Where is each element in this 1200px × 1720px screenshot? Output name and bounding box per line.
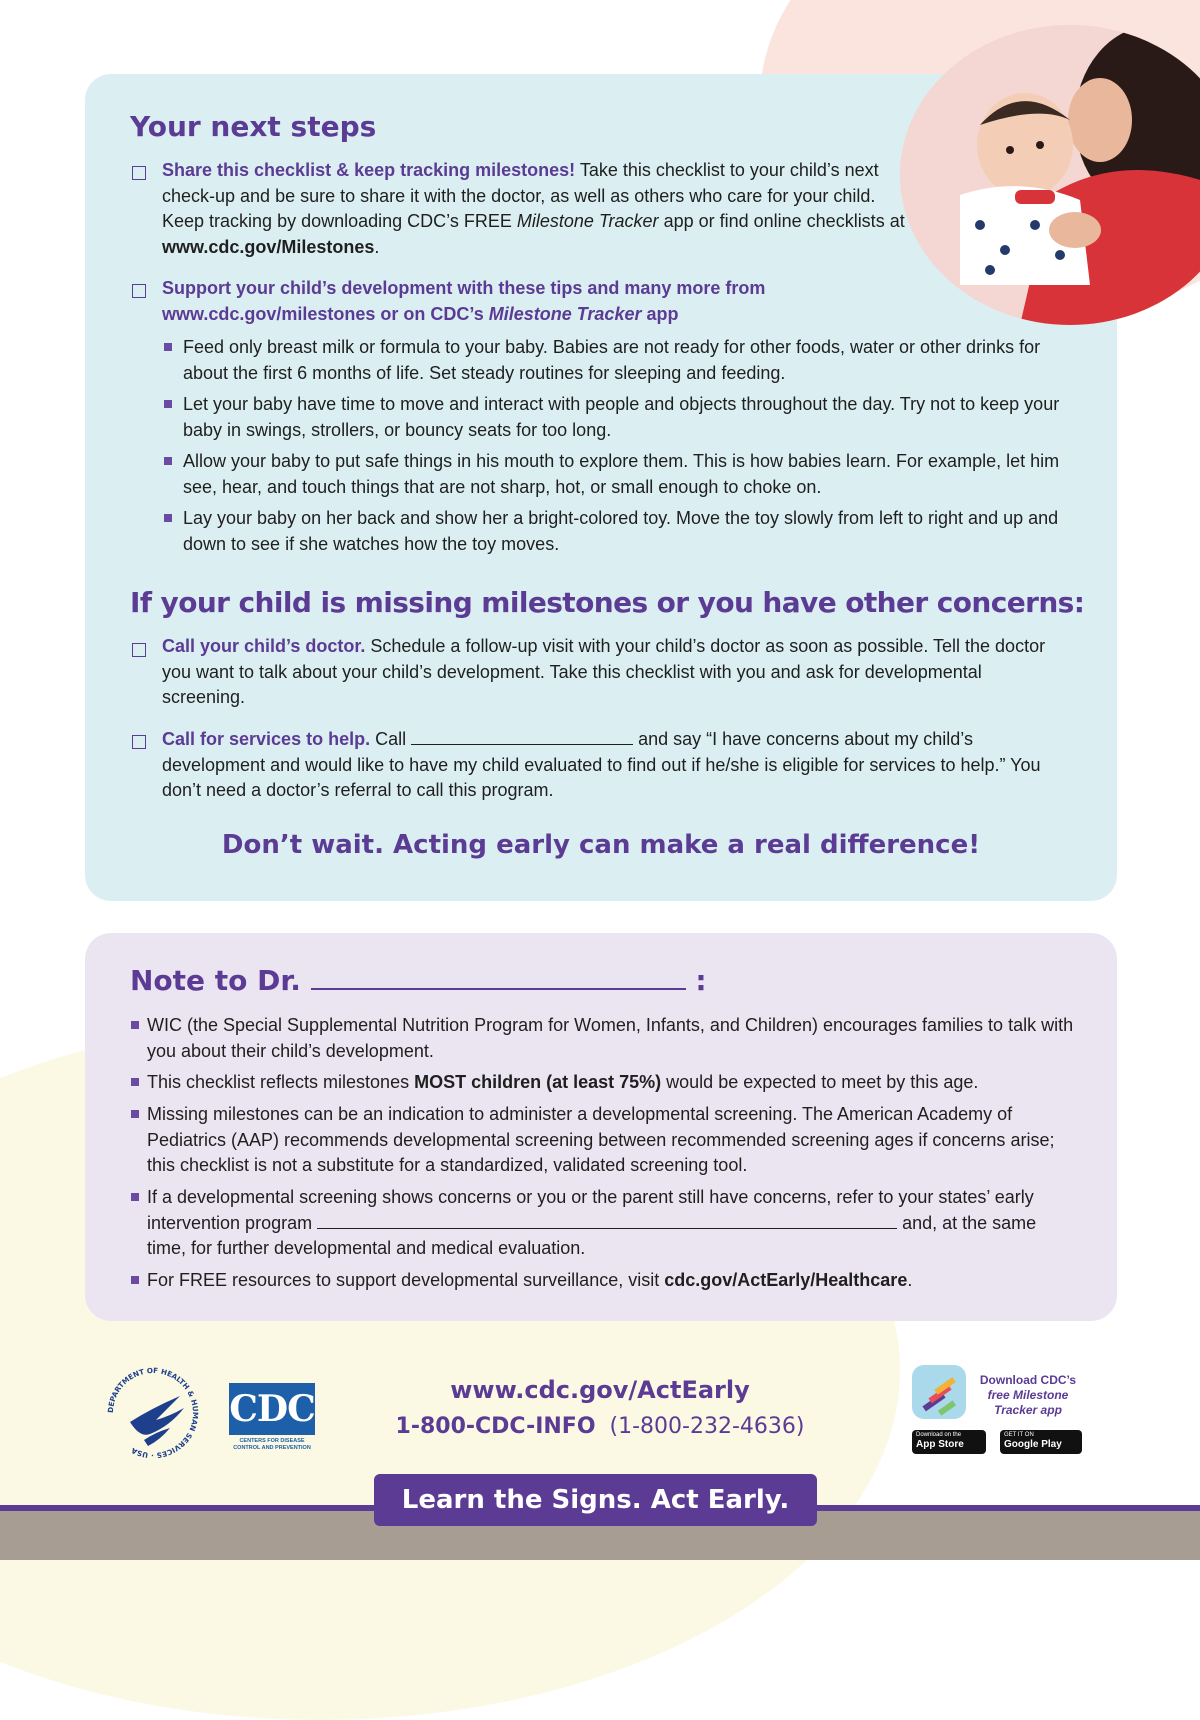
app-promo-line-3: Tracker app [994, 1403, 1062, 1417]
dont-wait-tagline: Don’t wait. Acting early can make a real difference! [221, 830, 981, 860]
early-intervention-blank[interactable] [317, 1228, 897, 1229]
concerns-heading: If your child is missing milestones or you have other concerns: [130, 586, 1085, 619]
next-step-share-text-c: . [374, 236, 380, 257]
next-step-share-text-b: app or find online checklists at [658, 211, 905, 231]
google-play-label: Google Play [1004, 1439, 1062, 1450]
milestone-tracker-app-icon[interactable] [912, 1365, 966, 1419]
app-store-small-text: Download on the [916, 1432, 962, 1438]
hhs-seal-logo [100, 1360, 206, 1466]
learn-the-signs-banner: Learn the Signs. Act Early. [374, 1474, 817, 1526]
next-step-support-lead-b: app [641, 303, 679, 324]
tip-safe-things-mouth: Allow your baby to put safe things in his mouth to explore them. This is how babies learn. For example, let him see, hear, and touch things that are not sharp, hot, or small enough to choke on. [183, 451, 1060, 497]
tip-move-interact: Let your baby have time to move and interact with people and objects throughout the day. Try not to keep your baby in swings, strollers, or bouncy seats for too long. [183, 394, 1060, 440]
note-heading-label: Note to Dr. [130, 964, 301, 997]
concern-call-services-lead: Call for services to help. [162, 729, 371, 749]
milestone-tracker-app-name-2: Milestone Tracker [488, 303, 642, 324]
tip-bullet [164, 514, 172, 522]
app-promo-line-2: free Milestone [987, 1388, 1069, 1402]
checkbox-support-development[interactable] [132, 284, 146, 298]
tip-bullet [164, 457, 172, 465]
doctor-name-blank[interactable] [311, 988, 686, 990]
checkbox-share-checklist[interactable] [132, 166, 146, 180]
note-most-children-text-a: This checklist reflects milestones [147, 1072, 415, 1092]
google-play-badge[interactable] [1000, 1430, 1082, 1454]
note-bullet [131, 1078, 139, 1086]
tip-bright-colored-toy: Lay your baby on her back and show her a bright-colored toy. Move the toy slowly from left to right and up and down to see if she watches how the toy moves. [183, 508, 1059, 554]
checkbox-call-services[interactable] [132, 735, 146, 749]
cdc-subtitle-1: CENTERS FOR DISEASE [239, 1438, 305, 1444]
note-free-resources [147, 1268, 1077, 1294]
phone-cdc-info: 1-800-CDC-INFO [395, 1414, 596, 1439]
concern-call-doctor-text: Schedule a follow-up visit with your child’s doctor as soon as possible. Tell the doctor you want to talk about your child’s development. Take this checklist with you and ask for developmental screening. [162, 636, 1046, 707]
note-most-children [147, 1070, 1077, 1096]
note-to-doctor-heading [130, 964, 707, 997]
cdc-subtitle-2: CONTROL AND PREVENTION [233, 1445, 311, 1451]
note-early-intervention-text-a: If a developmental screening shows concerns or you or the parent still have concerns, refer to your states’ early intervention program [147, 1187, 1034, 1233]
next-step-share-text-a: Take this checklist to your child’s next check-up and be sure to share it with the doctor, as well as others who care for your child. Keep tracking by downloading CDC’s FREE [162, 160, 879, 231]
concern-call-doctor [162, 634, 1062, 711]
note-bullet [131, 1110, 139, 1118]
cdc-logo [229, 1383, 315, 1435]
note-missing-milestones: Missing milestones can be an indication to administer a developmental screening. The American Academy of Pediatrics (AAP) recommends developmental screening between recommended screening ages if concerns arise; this checklist is not a substitute for a standardized, validated screening tool. [147, 1104, 1055, 1175]
tip-feed-breast-milk: Feed only breast milk or formula to your baby. Babies are not ready for other foods, water or other drinks for about the first 6 months of life. Set steady routines for sleeping and feeding. [183, 337, 1041, 383]
phone-line[interactable] [380, 1414, 820, 1439]
next-steps-heading: Your next steps [130, 110, 377, 143]
milestones-url[interactable]: www.cdc.gov/Milestones [162, 236, 375, 257]
note-most-children-text-b: would be expected to meet by this age. [661, 1072, 979, 1092]
next-step-share-lead: Share this checklist & keep tracking milestones! [162, 160, 576, 180]
next-step-share-checklist [162, 158, 922, 260]
app-store-label: App Store [916, 1439, 964, 1450]
next-step-support-lead-a: Support your child’s development with these tips and many more from www.cdc.gov/milestones or on CDC’s [162, 278, 766, 324]
concern-call-services-text-b: and say “I have concerns about my child’s development and would like to have my child evaluated to find out if he/she is eligible for services to help.” You don’t need a doctor’s referral to call this program. [162, 729, 1041, 800]
concern-call-doctor-lead: Call your child’s doctor. [162, 636, 366, 656]
next-step-support-development [162, 276, 902, 327]
note-heading-colon: : [695, 964, 707, 997]
concern-call-services [162, 727, 1062, 804]
note-wic: WIC (the Special Supplemental Nutrition Program for Women, Infants, and Children) encourages families to talk with you about their child’s development. [147, 1015, 1074, 1061]
app-promo-line-1: Download CDC’s [979, 1373, 1077, 1387]
act-early-healthcare-url[interactable]: cdc.gov/ActEarly/Healthcare [664, 1270, 908, 1290]
act-early-website[interactable]: www.cdc.gov/ActEarly [450, 1376, 750, 1404]
services-phone-blank[interactable] [411, 744, 633, 745]
note-early-intervention-text-b: and, at the same time, for further developmental and medical evaluation. [147, 1212, 1037, 1258]
app-promo-text [968, 1373, 1088, 1418]
google-play-small-text: GET IT ON [1004, 1432, 1034, 1438]
note-free-resources-text-b: . [907, 1270, 913, 1290]
note-bullet [131, 1276, 139, 1284]
tip-bullet [164, 400, 172, 408]
tip-bullet [164, 343, 172, 351]
note-most-children-bold: MOST children (at least 75%) [414, 1072, 662, 1092]
note-bullet [131, 1021, 139, 1029]
checkbox-call-doctor[interactable] [132, 643, 146, 657]
cdc-logo-text: CDC [229, 1388, 315, 1430]
hhs-seal-ring-text: DEPARTMENT OF HEALTH & HUMAN SERVICES · USA [105, 1365, 201, 1461]
phone-number: (1-800-232-4636) [609, 1414, 805, 1439]
app-store-badge[interactable] [912, 1430, 986, 1454]
milestone-tracker-app-name: Milestone Tracker [516, 211, 659, 231]
note-early-intervention [147, 1185, 1077, 1262]
concern-call-services-text-a: Call [370, 729, 412, 749]
note-bullet [131, 1193, 139, 1201]
note-free-resources-text-a: For FREE resources to support developmental surveillance, visit [147, 1270, 665, 1290]
